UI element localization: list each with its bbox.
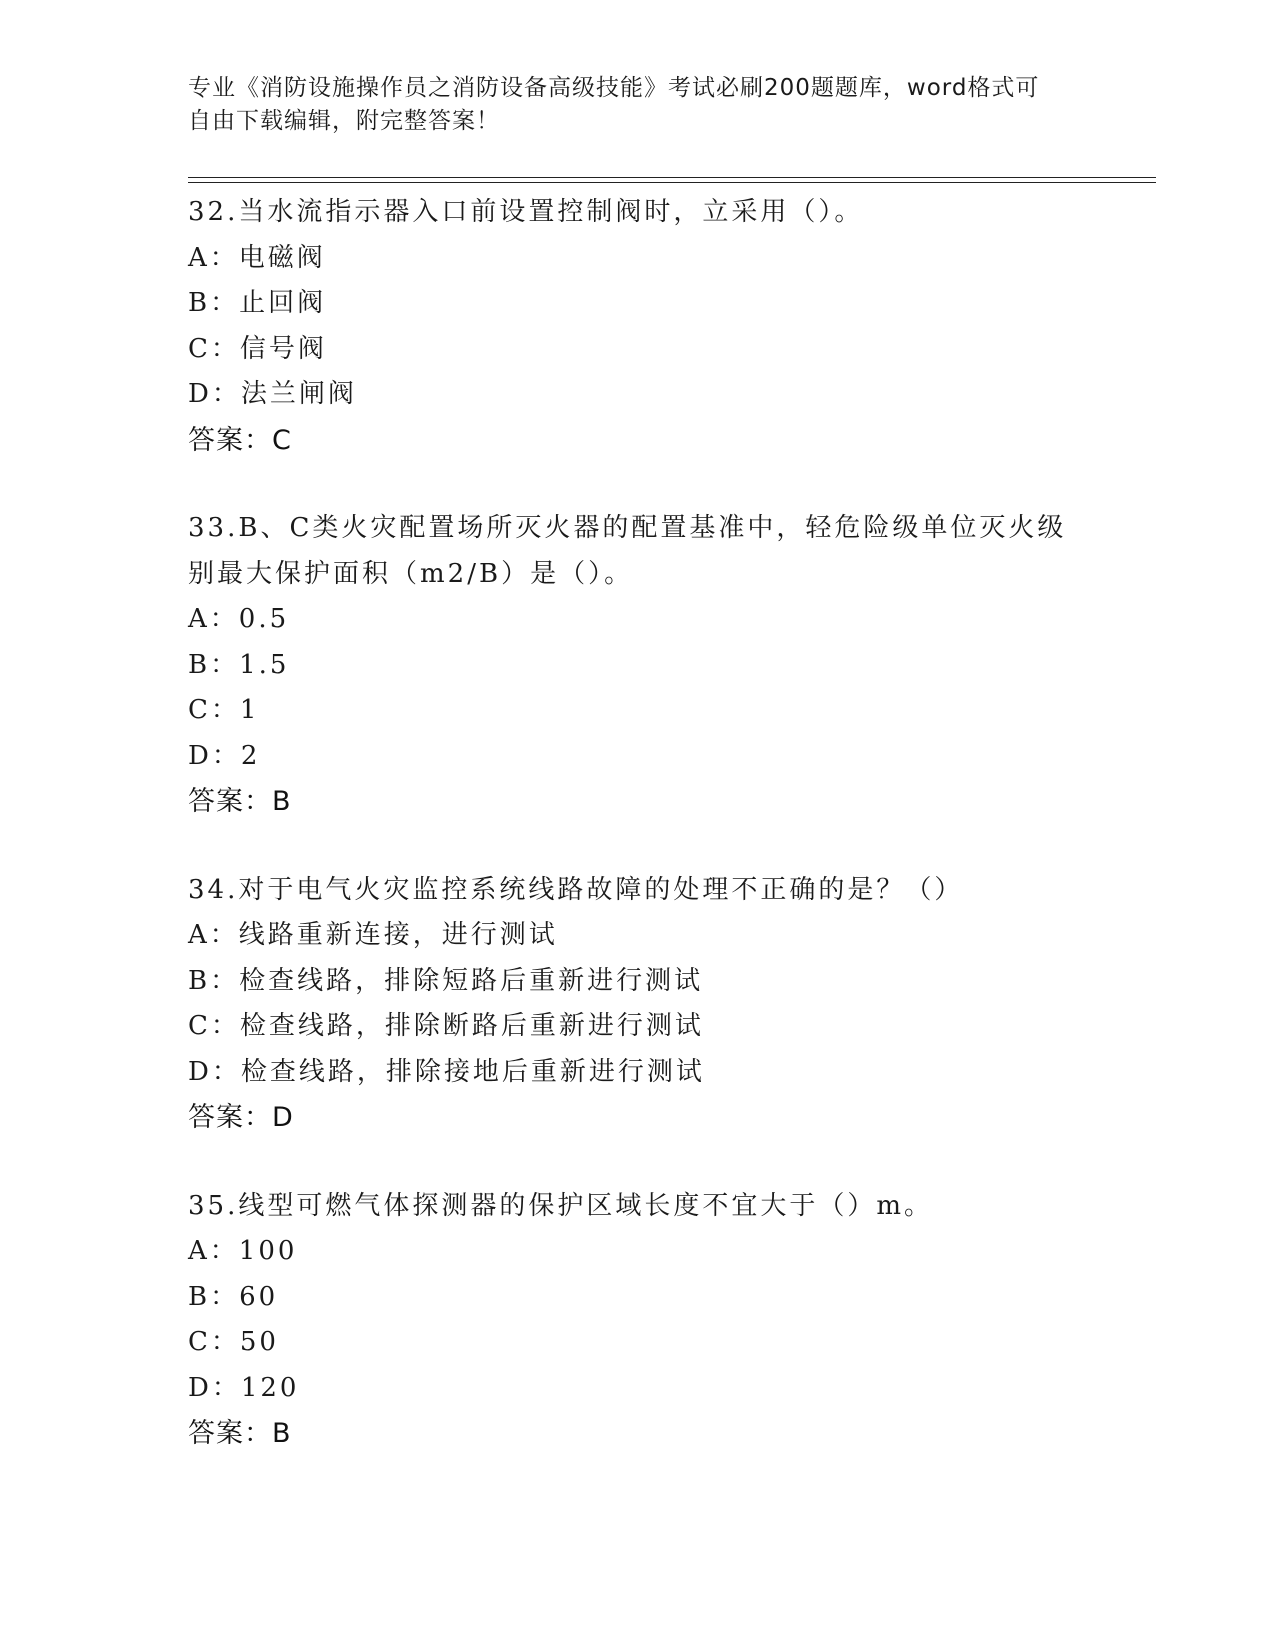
question-text: 34.对于电气火灾监控系统线路故障的处理不正确的是？（） bbox=[188, 874, 964, 905]
option-a: A：100 bbox=[188, 1236, 298, 1266]
header-line-1: 专业《消防设施操作员之消防设备高级技能》考试必刷200题题库，word格式可 bbox=[188, 75, 1040, 101]
answer-label: 答案：B bbox=[188, 786, 292, 817]
question-32 bbox=[188, 190, 1148, 463]
option-b: B：1.5 bbox=[188, 649, 290, 680]
option-b: B：60 bbox=[188, 1281, 279, 1312]
question-text: 35.线型可燃气体探测器的保护区域长度不宜大于（）m。 bbox=[188, 1190, 934, 1221]
question-34 bbox=[188, 868, 1148, 1141]
option-a: A：0.5 bbox=[188, 604, 290, 634]
option-d: D：法兰闸阀 bbox=[188, 379, 357, 409]
option-d: D：120 bbox=[188, 1372, 300, 1403]
question-list bbox=[188, 190, 1148, 1500]
answer-label: 答案：C bbox=[188, 424, 292, 456]
question-35 bbox=[188, 1184, 1148, 1457]
answer-label: 答案：D bbox=[188, 1102, 294, 1133]
option-b: B：止回阀 bbox=[188, 288, 327, 318]
option-c: C：信号阀 bbox=[188, 333, 327, 364]
header-divider-bottom bbox=[188, 182, 1156, 183]
question-33 bbox=[188, 506, 1148, 825]
header-divider-top bbox=[188, 177, 1156, 178]
question-text: 33.B、C类火灾配置场所灭火器的配置基准中，轻危险级单位灭火级别最大保护面积（m2/B）是（）。 bbox=[188, 513, 1067, 589]
option-c: C：50 bbox=[188, 1327, 279, 1357]
option-c: C：检查线路，排除断路后重新进行测试 bbox=[188, 1011, 704, 1041]
option-a: A：电磁阀 bbox=[188, 242, 326, 273]
header-line-2: 自由下载编辑，附完整答案！ bbox=[188, 108, 500, 134]
option-d: D：2 bbox=[188, 740, 261, 771]
document-header bbox=[188, 72, 1088, 138]
question-text: 32.当水流指示器入口前设置控制阀时，立采用（）。 bbox=[188, 197, 864, 227]
option-c: C：1 bbox=[188, 695, 260, 725]
option-a: A：线路重新连接，进行测试 bbox=[188, 920, 558, 950]
answer-label: 答案：B bbox=[188, 1418, 292, 1449]
option-b: B：检查线路，排除短路后重新进行测试 bbox=[188, 965, 704, 996]
option-d: D：检查线路，排除接地后重新进行测试 bbox=[188, 1056, 705, 1087]
